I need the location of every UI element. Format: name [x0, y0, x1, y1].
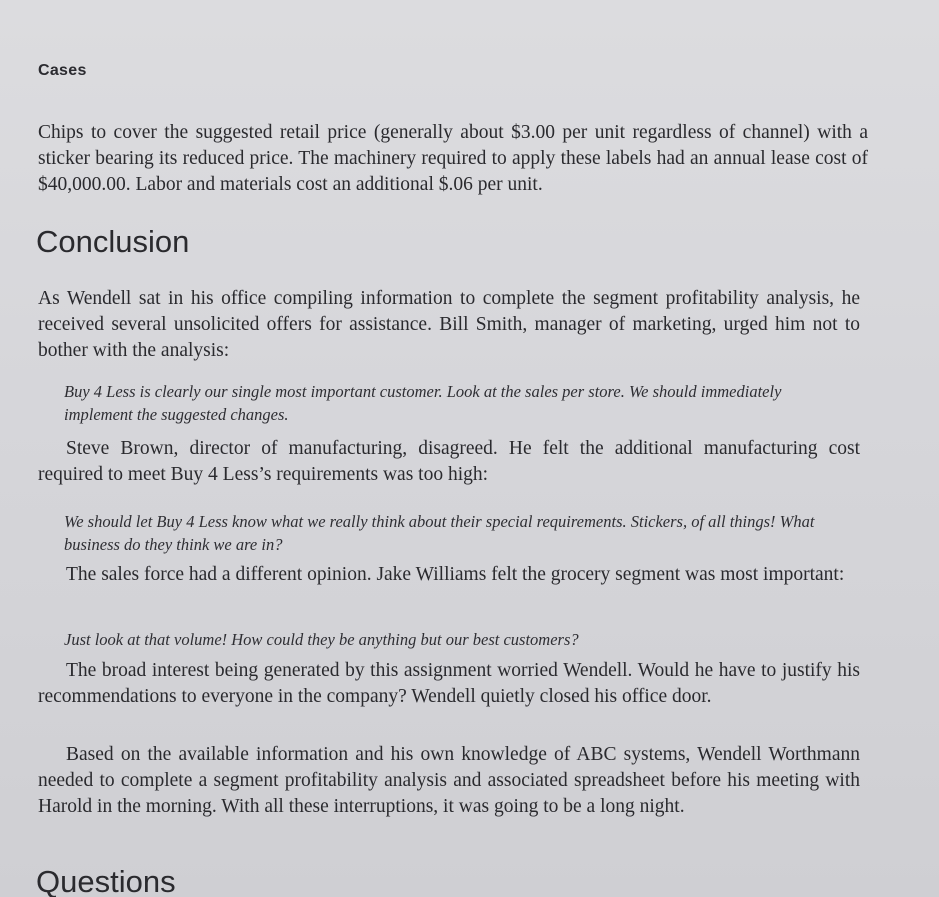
running-head: Cases	[38, 62, 87, 79]
paragraph-broad-interest: The broad interest being generated by this assignment worried Wendell. Would he have to justify his recommendations to everyone in the company? Wendell quietly closed his office door.	[38, 660, 860, 707]
paragraph-wendell: As Wendell sat in his office compiling information to complete the segment profitability analysis, he received several unsolicited offers for assistance. Bill Smith, manager of marketing, urged him not to bother with the analysis:	[38, 288, 860, 361]
section-heading-conclusion: Conclusion	[36, 224, 190, 259]
paragraph-based-on: Based on the available information and his own knowledge of ABC systems, Wendell Worthmann needed to complete a segment profitability analysis and associated spreadsheet before his meeting with Harold in the morning. With all these interruptions, it was going to be a long night.	[38, 744, 860, 817]
paragraph-intro: Chips to cover the suggested retail price (generally about $3.00 per unit regardless of channel) with a sticker bearing its reduced price. The machinery required to apply these labels had an annual lease cost of $40,000.00. Labor and materials cost an additional $.06 per unit.	[38, 122, 868, 195]
quote-bill-smith: Buy 4 Less is clearly our single most important customer. Look at the sales per store. We should immediately implement the suggested changes.	[64, 382, 782, 424]
quote-steve-brown: We should let Buy 4 Less know what we really think about their special requirements. Stickers, of all things! What business do they think we are in?	[64, 512, 815, 554]
quote-jake-williams: Just look at that volume! How could they be anything but our best customers?	[64, 630, 579, 649]
paragraph-sales-force: The sales force had a different opinion. Jake Williams felt the grocery segment was most important:	[66, 564, 845, 585]
section-heading-questions: Questions	[36, 864, 176, 897]
paragraph-steve-brown: Steve Brown, director of manufacturing, disagreed. He felt the additional manufacturing cost required to meet Buy 4 Less’s requirements was too high:	[38, 438, 860, 485]
